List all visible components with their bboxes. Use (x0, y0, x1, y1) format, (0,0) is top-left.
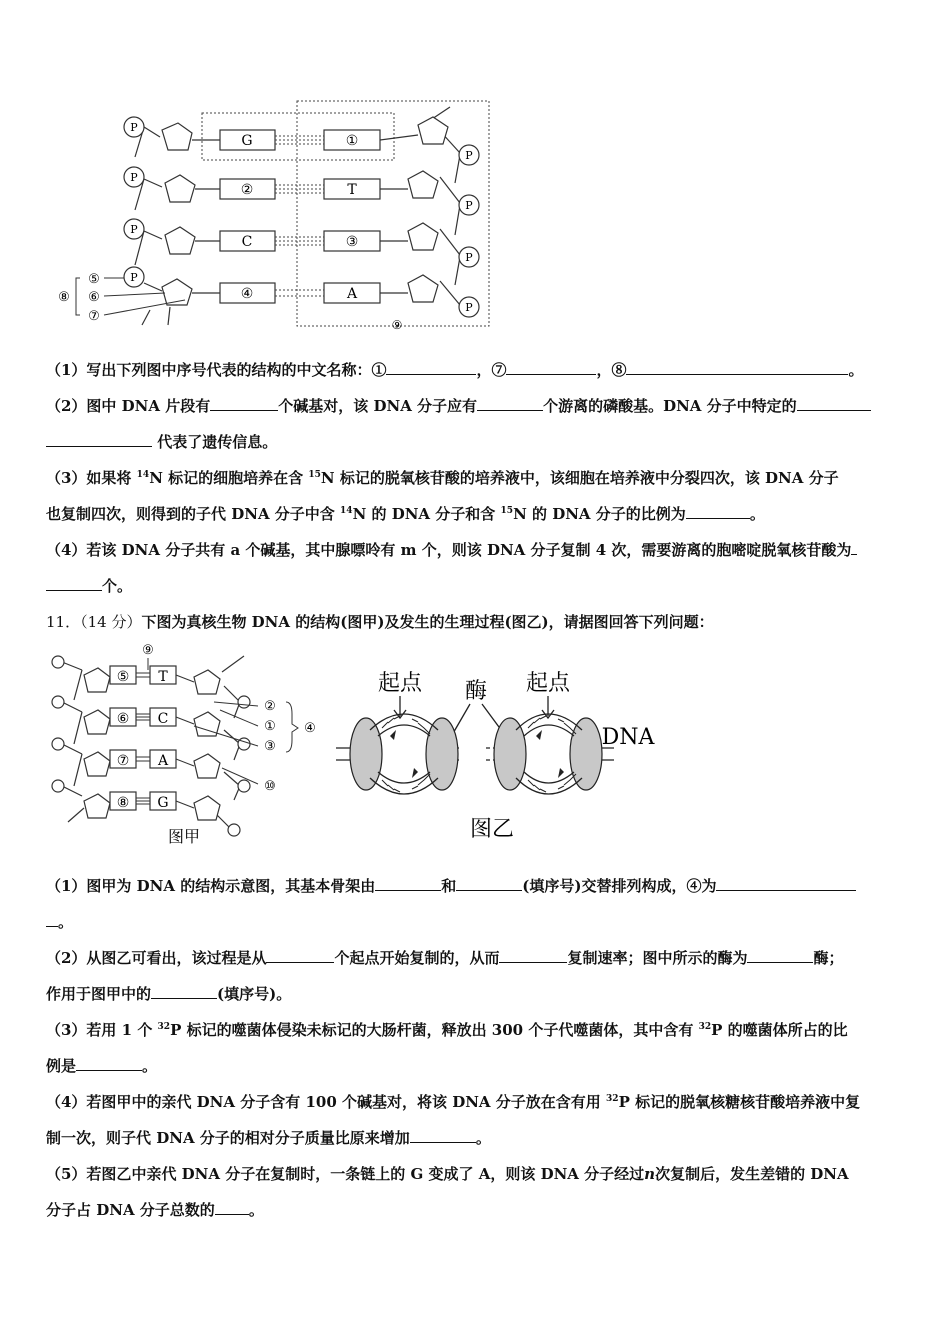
answer-blank[interactable] (46, 432, 152, 447)
answer-blank[interactable] (747, 948, 813, 963)
phosphate-label: P (465, 199, 473, 212)
base-left-4: ④ (240, 286, 254, 302)
answer-blank[interactable] (456, 876, 522, 891)
label-8: ⑧ (58, 290, 70, 305)
answer-blank[interactable] (477, 396, 543, 411)
base-left-3: C (241, 234, 253, 250)
q11-stem: 11．（14 分）下图为真核生物 DNA 的结构(图甲)及发生的生理过程(图乙)，请据图回答下列问题： (46, 613, 714, 631)
answer-blank[interactable] (210, 396, 278, 411)
phosphate-label: P (465, 301, 473, 314)
base-right-2: T (347, 182, 357, 198)
base-T: T (158, 669, 168, 685)
figure-yi (330, 660, 670, 845)
label-1: ① (264, 719, 276, 734)
q10-part3: （3）如果将 $^{14}$N 标记的细胞培养在含 $^{15}$N 标记的脱氧核苷酸的培养液中，该细胞在培养液中分裂四次，该 DNA 分子 也复制四次，则得到的子代 DNA 分子中含 $^{14}$N 的 DNA 分子和含 $^{15}$N 的 DNA 分子的比例为 。 (46, 469, 839, 523)
answer-blank[interactable] (686, 504, 750, 519)
deoxyribose-pentagon (408, 223, 438, 250)
label-6: ⑥ (88, 290, 100, 305)
box-label-9: ⑨ (391, 318, 403, 332)
answer-blank[interactable] (386, 360, 476, 375)
deoxyribose-pentagon (408, 171, 438, 198)
answer-blank[interactable] (46, 912, 58, 927)
label-4: ④ (304, 721, 316, 736)
answer-blank[interactable] (797, 396, 871, 411)
base-right-1: ① (345, 133, 359, 149)
answer-blank[interactable] (76, 1056, 142, 1071)
answer-blank[interactable] (851, 540, 857, 555)
q11-part5: （5）若图乙中亲代 DNA 分子在复制时，一条链上的 G 变成了 A，则该 DNA 分子经过n次复制后，发生差错的 DNA 分子占 DNA 分子总数的 。 (46, 1165, 849, 1219)
dna-structure-figure-1 (50, 95, 500, 335)
phosphate-label: P (465, 149, 473, 162)
q10-part4: （4）若该 DNA 分子共有 a 个碱基，其中腺嘌呤有 m 个，则该 DNA 分子复制 4 次，需要游离的胞嘧啶脱氧核苷酸为 个。 (46, 532, 908, 604)
figure-yi-caption: 图乙 (469, 817, 515, 842)
q11-part4: （4）若图甲中的亲代 DNA 分子含有 100 个碱基对，将该 DNA 分子放在含有用 $^{32}$P 标记的脱氧核糖核苷酸培养液中复 制一次，则子代 DNA 分子的相对分子质量比原来增加 。 (46, 1093, 861, 1147)
base-left-2: ② (240, 182, 254, 198)
phosphate-label: P (130, 223, 138, 236)
answer-blank[interactable] (410, 1128, 476, 1143)
q11-part3: （3）若用 1 个 $^{32}$P 标记的噬菌体侵染未标记的大肠杆菌，释放出 300 个子代噬菌体，其中含有 $^{32}$P 的噬菌体所占的比 例是 。 (46, 1021, 848, 1075)
answer-blank[interactable] (716, 876, 856, 891)
answer-blank[interactable] (266, 948, 334, 963)
deoxyribose-pentagon (418, 117, 448, 144)
answer-blank[interactable] (626, 360, 848, 375)
phosphate-label: P (130, 171, 138, 184)
box-7: ⑦ (116, 753, 130, 769)
base-right-3: ③ (345, 234, 359, 250)
dna-label: DNA (601, 725, 655, 750)
base-C: C (157, 711, 169, 727)
phosphate-label: P (130, 271, 138, 284)
answer-blank[interactable] (499, 948, 567, 963)
deoxyribose-pentagon (165, 175, 195, 202)
figure-jia (44, 640, 334, 850)
q11-part1: （1）图甲为 DNA 的结构示意图，其基本骨架由 和 (填序号)交替排列构成，④为 。 (46, 868, 908, 940)
box-6: ⑥ (116, 711, 130, 727)
figure-jia-caption: 图甲 (167, 827, 201, 846)
base-left-1: G (241, 133, 253, 149)
answer-blank[interactable] (46, 576, 102, 591)
base-G: G (157, 795, 169, 811)
base-right-4: A (346, 286, 358, 302)
answer-blank[interactable] (215, 1200, 249, 1215)
q10-part2: （2）图中 DNA 片段有 个碱基对，该 DNA 分子应有 个游离的磷酸基。DNA 分子中特定的 代表了遗传信息。 (46, 388, 908, 460)
label-7: ⑦ (88, 309, 100, 324)
deoxyribose-pentagon (162, 123, 192, 150)
origin-label-2: 起点 (525, 671, 571, 696)
base-A: A (157, 753, 169, 769)
deoxyribose-pentagon (408, 275, 438, 302)
box-8: ⑧ (116, 795, 130, 811)
label-9: ⑨ (142, 643, 154, 658)
q11-part2: （2）从图乙可看出，该过程是从 个起点开始复制的，从而 复制速率；图中所示的酶为 酶； 作用于图甲中的 (填序号)。 (46, 949, 844, 1003)
phosphate-label: P (130, 121, 138, 134)
answer-blank[interactable] (375, 876, 441, 891)
answer-blank[interactable] (151, 984, 217, 999)
label-10: ⑩ (264, 779, 276, 794)
label-5: ⑤ (88, 272, 100, 287)
deoxyribose-pentagon (165, 227, 195, 254)
label-2: ② (264, 699, 276, 714)
phosphate-label: P (465, 251, 473, 264)
answer-blank[interactable] (506, 360, 596, 375)
label-3: ③ (264, 739, 276, 754)
box-5: ⑤ (116, 669, 130, 685)
origin-label-1: 起点 (377, 671, 423, 696)
enzyme-label: 酶 (464, 679, 488, 704)
q10-part1: （1）写出下列图中序号代表的结构的中文名称：① ，⑦ ，⑧ 。 (46, 361, 864, 379)
